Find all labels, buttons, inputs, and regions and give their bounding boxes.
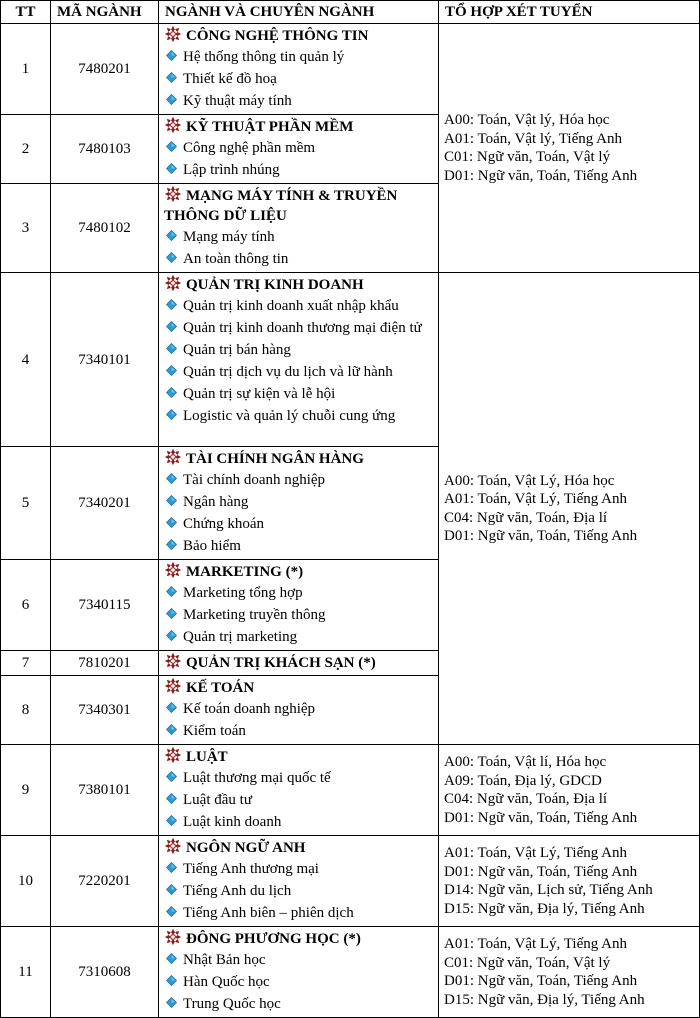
specialization-item	[164, 159, 435, 181]
specialization-label: Kế toán doanh nghiệp	[183, 701, 316, 717]
diamond-bullet-icon	[166, 469, 177, 480]
major-code: 7480201	[51, 24, 159, 115]
major-code: 7340101	[51, 273, 159, 447]
table-row	[1, 745, 700, 836]
diamond-bullet-icon	[166, 491, 177, 502]
major-title	[164, 746, 435, 767]
diamond-bullet-icon	[166, 248, 177, 259]
specialization-label: Logistic và quản lý chuỗi cung ứng	[183, 408, 396, 424]
major-code: 7340115	[51, 560, 159, 651]
diamond-bullet-icon	[166, 159, 177, 170]
diamond-bullet-icon	[166, 698, 177, 709]
major-title-text: TÀI CHÍNH NGÂN HÀNG	[186, 451, 364, 467]
flower-icon	[164, 561, 182, 579]
specialization-item	[164, 811, 435, 833]
specialization-item	[164, 226, 435, 248]
specialization-label: Kỹ thuật máy tính	[183, 93, 292, 109]
specialization-label: Quản trị marketing	[183, 629, 298, 645]
major-title-text: QUẢN TRỊ KINH DOANH	[186, 277, 364, 293]
combo-cell	[439, 836, 700, 927]
combo-line: D01: Ngữ văn, Toán, Tiếng Anh	[444, 973, 638, 989]
specialization-item	[164, 46, 435, 68]
major-title-text: QUẢN TRỊ KHÁCH SẠN (*)	[186, 655, 376, 671]
specialization-label: Bảo hiểm	[183, 538, 241, 554]
specialization-label: Tiếng Anh biên – phiên dịch	[183, 905, 354, 921]
table-row	[1, 24, 700, 115]
major-title-text: MẠNG MÁY TÍNH & TRUYỀN THÔNG DỮ LIỆU	[164, 188, 398, 224]
combo-line: D01: Ngữ văn, Toán, Tiếng Anh	[444, 528, 638, 544]
majors-cell	[159, 24, 439, 115]
row-number: 9	[1, 745, 51, 836]
combo-line: D01: Ngữ văn, Toán, Tiếng Anh	[444, 167, 638, 184]
row-number: 8	[1, 676, 51, 745]
major-code: 7810201	[51, 651, 159, 676]
major-title	[164, 837, 435, 858]
specialization-label: Quản trị sự kiện và lễ hội	[183, 386, 336, 402]
diamond-bullet-icon	[166, 90, 177, 101]
specialization-label: An toàn thông tin	[183, 251, 289, 267]
specialization-label: Tiếng Anh thương mại	[183, 861, 319, 877]
specialization-item	[164, 902, 435, 924]
header-code: MÃ NGÀNH	[51, 1, 159, 24]
majors-cell	[159, 676, 439, 745]
table-row	[1, 273, 700, 447]
specialization-item	[164, 720, 435, 742]
row-number: 10	[1, 836, 51, 927]
combo-line: A01: Toán, Vật Lý, Tiếng Anh	[444, 845, 627, 861]
diamond-bullet-icon	[166, 361, 177, 372]
major-title	[164, 561, 435, 582]
major-title-text: LUẬT	[186, 749, 228, 765]
specialization-label: Quản trị bán hàng	[183, 342, 291, 358]
specialization-label: Ngân hàng	[183, 494, 249, 510]
specialization-label: Marketing truyền thông	[183, 607, 326, 623]
combo-cell	[439, 927, 700, 1018]
specialization-label: Quản trị kinh doanh xuất nhập khẩu	[183, 298, 399, 314]
specialization-label: Nhật Bản học	[183, 952, 266, 968]
major-title	[164, 928, 435, 949]
diamond-bullet-icon	[166, 68, 177, 79]
flower-icon	[164, 928, 182, 946]
specialization-label: Trung Quốc học	[183, 996, 281, 1012]
diamond-bullet-icon	[166, 720, 177, 731]
specialization-label: Tiếng Anh du lịch	[183, 883, 292, 899]
specialization-item	[164, 513, 435, 535]
major-title	[164, 448, 435, 469]
diamond-bullet-icon	[166, 880, 177, 891]
diamond-bullet-icon	[166, 949, 177, 960]
diamond-bullet-icon	[166, 405, 177, 416]
row-number: 4	[1, 273, 51, 447]
combo-line: A09: Toán, Địa lý, GDCD	[444, 772, 602, 789]
specialization-item	[164, 767, 435, 789]
diamond-bullet-icon	[166, 317, 177, 328]
diamond-bullet-icon	[166, 137, 177, 148]
major-code: 7380101	[51, 745, 159, 836]
major-code: 7340201	[51, 447, 159, 560]
specialization-label: Luật đầu tư	[183, 792, 252, 808]
combo-line: D01: Ngữ văn, Toán, Tiếng Anh	[444, 863, 638, 880]
combo-line: D15: Ngữ văn, Địa lý, Tiếng Anh	[444, 900, 645, 917]
diamond-bullet-icon	[166, 383, 177, 394]
table-row	[1, 836, 700, 927]
specialization-item	[164, 626, 435, 648]
specialization-label: Công nghệ phần mềm	[183, 140, 316, 156]
flower-icon	[164, 185, 182, 203]
specialization-label: Tài chính doanh nghiệp	[183, 472, 326, 488]
combo-line: C01: Ngữ văn, Toán, Vật lý	[444, 149, 611, 165]
major-title-text: NGÔN NGỮ ANH	[186, 840, 306, 856]
major-title	[164, 652, 435, 673]
majors-cell	[159, 927, 439, 1018]
specialization-item	[164, 491, 435, 513]
header-tt: TT	[1, 1, 51, 24]
combo-line: D15: Ngữ văn, Địa lý, Tiếng Anh	[444, 991, 645, 1008]
header-row	[1, 1, 700, 24]
combo-line: C04: Ngữ văn, Toán, Địa lí	[444, 791, 608, 807]
flower-icon	[164, 448, 182, 466]
combo-cell	[439, 745, 700, 836]
combo-line: C04: Ngữ văn, Toán, Địa lí	[444, 509, 608, 526]
major-code: 7480102	[51, 184, 159, 273]
flower-icon	[164, 677, 182, 695]
major-code: 7310608	[51, 927, 159, 1018]
major-title-text: KỸ THUẬT PHẦN MỀM	[186, 119, 354, 135]
row-number: 7	[1, 651, 51, 676]
specialization-label: Hệ thống thông tin quản lý	[183, 49, 345, 65]
flower-icon	[164, 116, 182, 134]
row-number: 5	[1, 447, 51, 560]
specialization-item	[164, 469, 435, 491]
specialization-item	[164, 698, 435, 720]
specialization-label: Hàn Quốc học	[183, 974, 270, 990]
diamond-bullet-icon	[166, 226, 177, 237]
specialization-item	[164, 971, 435, 993]
specialization-label: Chứng khoán	[183, 516, 265, 532]
specialization-item	[164, 993, 435, 1015]
diamond-bullet-icon	[166, 535, 177, 546]
diamond-bullet-icon	[166, 46, 177, 57]
major-title	[164, 185, 435, 226]
flower-icon	[164, 837, 182, 855]
specialization-item	[164, 582, 435, 604]
specialization-item	[164, 137, 435, 159]
diamond-bullet-icon	[166, 604, 177, 615]
specialization-item	[164, 90, 435, 112]
specialization-item	[164, 361, 435, 383]
specialization-label: Kiểm toán	[183, 723, 246, 739]
flower-icon	[164, 652, 182, 670]
specialization-label: Luật kinh doanh	[183, 814, 282, 830]
majors-cell	[159, 115, 439, 184]
specialization-label: Mạng máy tính	[183, 229, 275, 245]
specialization-label: Quản trị dịch vụ du lịch và lữ hành	[183, 364, 393, 380]
combo-line: A01: Toán, Vật Lý, Tiếng Anh	[444, 936, 627, 952]
combo-line: D14: Ngữ văn, Lịch sử, Tiếng Anh	[444, 882, 653, 898]
row-number: 11	[1, 927, 51, 1018]
header-majors: NGÀNH VÀ CHUYÊN NGÀNH	[159, 1, 439, 24]
diamond-bullet-icon	[166, 295, 177, 306]
combo-line: D01: Ngữ văn, Toán, Tiếng Anh	[444, 809, 638, 826]
majors-cell	[159, 273, 439, 447]
table-row	[1, 927, 700, 1018]
diamond-bullet-icon	[166, 767, 177, 778]
specialization-item	[164, 68, 435, 90]
row-number: 6	[1, 560, 51, 651]
specialization-item	[164, 949, 435, 971]
flower-icon	[164, 274, 182, 292]
specialization-item	[164, 317, 435, 339]
flower-icon	[164, 746, 182, 764]
majors-cell	[159, 745, 439, 836]
combo-line: C01: Ngữ văn, Toán, Vật lý	[444, 954, 611, 971]
specialization-label: Thiết kế đồ hoạ	[183, 71, 277, 87]
specialization-label: Quản trị kinh doanh thương mại điện tử	[183, 320, 422, 336]
diamond-bullet-icon	[166, 339, 177, 350]
specialization-item	[164, 248, 435, 270]
major-title	[164, 25, 435, 46]
major-title-text: MARKETING (*)	[186, 564, 304, 580]
specialization-label: Luật thương mại quốc tế	[183, 770, 331, 786]
majors-cell	[159, 560, 439, 651]
major-title-text: KẾ TOÁN	[186, 680, 255, 696]
combo-cell	[439, 24, 700, 273]
combo-line: A00: Toán, Vật lí, Hóa học	[444, 754, 607, 770]
major-title	[164, 116, 435, 137]
diamond-bullet-icon	[166, 789, 177, 800]
specialization-item	[164, 339, 435, 361]
combo-line: A00: Toán, Vật lý, Hóa học	[444, 112, 610, 128]
majors-cell	[159, 447, 439, 560]
combo-cell	[439, 273, 700, 745]
diamond-bullet-icon	[166, 626, 177, 637]
diamond-bullet-icon	[166, 993, 177, 1004]
specialization-item	[164, 880, 435, 902]
combo-line: A00: Toán, Vật Lý, Hóa học	[444, 472, 615, 489]
diamond-bullet-icon	[166, 858, 177, 869]
diamond-bullet-icon	[166, 811, 177, 822]
specialization-item	[164, 604, 435, 626]
major-code: 7340301	[51, 676, 159, 745]
header-combos: TỔ HỢP XÉT TUYỂN	[439, 1, 700, 24]
row-number: 3	[1, 184, 51, 273]
specialization-item	[164, 383, 435, 405]
major-title	[164, 274, 435, 295]
diamond-bullet-icon	[166, 513, 177, 524]
major-title	[164, 677, 435, 698]
specialization-item	[164, 295, 435, 317]
row-number: 2	[1, 115, 51, 184]
specialization-label: Marketing tổng hợp	[183, 585, 303, 601]
major-code: 7220201	[51, 836, 159, 927]
specialization-item	[164, 535, 435, 557]
diamond-bullet-icon	[166, 902, 177, 913]
specialization-item	[164, 789, 435, 811]
specialization-item	[164, 858, 435, 880]
combo-line: A01: Toán, Vật Lý, Tiếng Anh	[444, 491, 627, 507]
combo-line: A01: Toán, Vật lý, Tiếng Anh	[444, 130, 623, 147]
specialization-item	[164, 405, 435, 427]
majors-cell	[159, 184, 439, 273]
diamond-bullet-icon	[166, 582, 177, 593]
diamond-bullet-icon	[166, 971, 177, 982]
majors-cell	[159, 651, 439, 676]
major-title-text: CÔNG NGHỆ THÔNG TIN	[186, 28, 369, 44]
major-code: 7480103	[51, 115, 159, 184]
majors-cell	[159, 836, 439, 927]
specialization-label: Lập trình nhúng	[183, 162, 280, 178]
flower-icon	[164, 25, 182, 43]
major-title-text: ĐÔNG PHƯƠNG HỌC (*)	[186, 931, 361, 947]
row-number: 1	[1, 24, 51, 115]
